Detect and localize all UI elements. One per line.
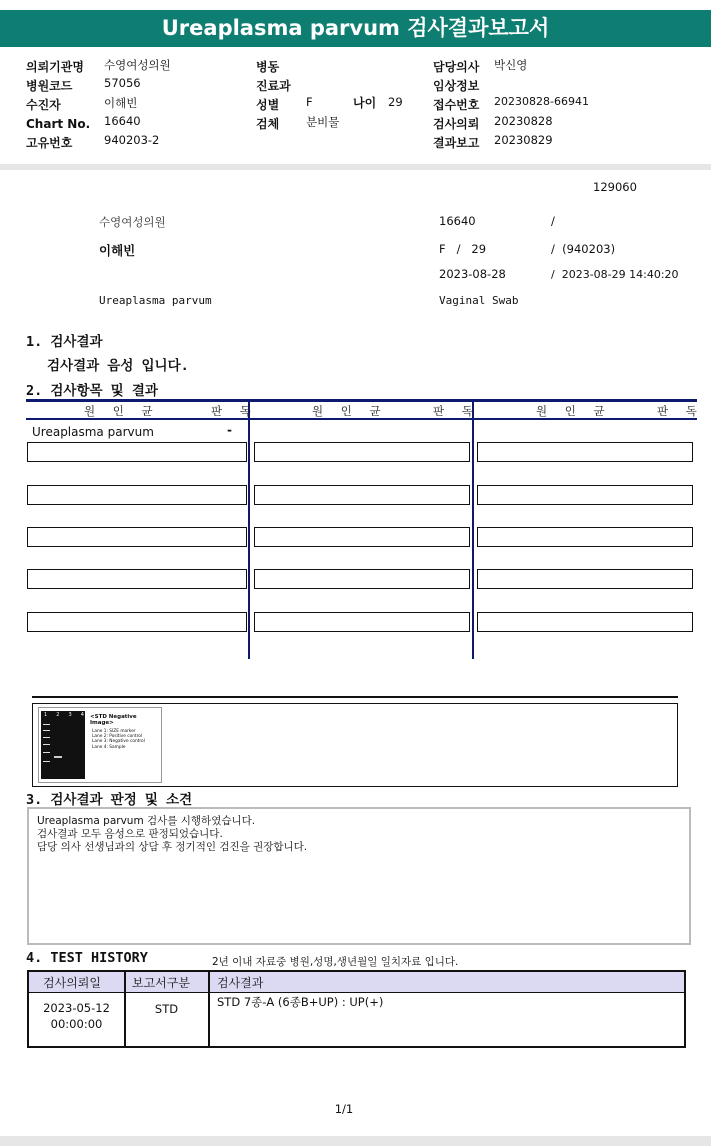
gel-lane-numbers <box>44 712 84 718</box>
history-col-date: 검사의뢰일 <box>43 976 101 990</box>
result-box <box>27 527 247 547</box>
summary-date-report: / 2023-08-29 14:40:20 <box>551 268 679 281</box>
gel-lane-number: 4 <box>80 712 84 718</box>
section-2-title: 2. 검사항목 및 결과 <box>26 383 158 399</box>
result-box <box>477 612 693 632</box>
label-unique-no: 고유번호 <box>26 136 73 150</box>
history-row-time: 00:00:00 <box>50 1017 103 1031</box>
result-organism: Ureaplasma parvum <box>32 425 154 439</box>
value-patient: 이해빈 <box>104 96 138 110</box>
value-unique-no: 940203-2 <box>104 133 160 147</box>
history-row-result: STD 7종-A (6종B+UP) : UP(+) <box>217 995 384 1009</box>
history-note: 2년 이내 자료중 병원,성명,생년월일 일치자료 입니다. <box>212 956 459 968</box>
value-report-date: 20230829 <box>494 133 553 147</box>
value-age: 29 <box>388 95 403 109</box>
gel-lane-number: 3 <box>68 712 72 718</box>
result-judgement: - <box>227 423 232 437</box>
col-judge-3: 판 독 <box>657 404 704 418</box>
result-box <box>27 442 247 462</box>
summary-test: Ureaplasma parvum <box>99 294 212 307</box>
gel-image <box>38 707 162 783</box>
result-box <box>254 485 470 505</box>
history-header-row <box>29 972 684 993</box>
history-col-divider <box>208 972 210 1046</box>
value-hospital-code: 57056 <box>104 76 141 90</box>
label-specimen: 검체 <box>256 117 280 131</box>
results-col-divider-1 <box>248 399 250 659</box>
gel-lane-number: 1 <box>44 712 48 718</box>
summary-specimen: Vaginal Swab <box>439 294 519 307</box>
result-box <box>27 569 247 589</box>
result-box <box>477 569 693 589</box>
section-1-result: 검사결과 음성 입니다. <box>47 358 189 374</box>
info-left <box>26 56 171 151</box>
section-4-title: 4. TEST HISTORY <box>26 950 148 966</box>
col-judge-1: 판 독 <box>211 404 258 418</box>
col-org-3: 원 인 균 <box>536 404 612 418</box>
history-col-type: 보고서구분 <box>132 976 190 990</box>
value-doctor: 박신영 <box>494 58 528 72</box>
summary-code: 129060 <box>593 180 637 194</box>
result-box <box>27 485 247 505</box>
gel-title: <STD Negative Image> <box>90 714 137 726</box>
result-box <box>254 442 470 462</box>
value-sex: F <box>306 95 313 109</box>
summary-date-request: 2023-08-28 <box>439 267 506 281</box>
result-box <box>254 527 470 547</box>
result-box <box>477 442 693 462</box>
result-box <box>477 527 693 547</box>
summary-birth: / (940203) <box>551 242 616 256</box>
history-row-type: STD <box>154 1002 179 1016</box>
value-receipt-no: 20230828-66941 <box>494 95 589 108</box>
results-table-top-border <box>26 399 697 402</box>
col-judge-2: 판 독 <box>433 404 480 418</box>
gel-legend-line: Lane 4: Sample <box>92 744 126 750</box>
label-ward: 병동 <box>256 60 280 74</box>
summary-patient: 이해빈 <box>99 243 136 258</box>
report-title: Ureaplasma parvum 검사결과보고서 <box>0 10 711 47</box>
label-hospital-code: 병원코드 <box>26 79 73 93</box>
gel-lane-number: 2 <box>56 712 60 718</box>
summary-slash: / <box>551 214 555 228</box>
history-table <box>27 970 686 1048</box>
col-org-2: 원 인 균 <box>312 404 388 418</box>
page-number: 1/1 <box>334 1102 354 1116</box>
col-org-1: 원 인 균 <box>84 404 160 418</box>
image-separator <box>32 696 678 698</box>
info-right <box>433 56 589 151</box>
opinion-line: Ureaplasma parvum 검사를 시행하였습니다. <box>37 815 256 827</box>
value-chart-no: 16640 <box>104 114 141 128</box>
label-patient: 수진자 <box>26 98 61 112</box>
label-clinical-info: 임상정보 <box>433 79 480 93</box>
label-report-date: 결과보고 <box>433 136 480 150</box>
value-request-date: 20230828 <box>494 114 553 128</box>
result-box <box>477 485 693 505</box>
footer-bar <box>0 1136 711 1146</box>
summary-sex-age: F / 29 <box>439 242 487 256</box>
summary-hospital: 수영여성의원 <box>99 215 166 229</box>
gel-legend-line: Lane 2: Positive control <box>92 734 143 740</box>
value-specimen: 분비물 <box>306 115 340 129</box>
label-age: 나이 <box>353 96 377 110</box>
label-requester: 의뢰기관명 <box>26 60 84 74</box>
summary-chart: 16640 <box>439 214 476 228</box>
history-col-result: 검사결과 <box>217 976 264 990</box>
gel-photo <box>41 711 85 779</box>
section-3-title: 3. 검사결과 판정 및 소견 <box>26 792 193 808</box>
history-row-date: 2023-05-12 <box>43 1001 110 1015</box>
section-1-title: 1. 검사결과 <box>26 334 103 350</box>
header-divider <box>0 164 711 170</box>
label-sex: 성별 <box>256 98 280 112</box>
label-request-date: 검사의뢰 <box>433 117 480 131</box>
label-doctor: 담당의사 <box>433 60 480 74</box>
gel-legend-line: Lane 3: Negative control <box>92 739 145 745</box>
results-col-divider-2 <box>472 399 474 659</box>
label-chart-no: Chart No. <box>26 117 91 131</box>
opinion-line: 담당 의사 선생님과의 상담 후 정기적인 검진을 권장합니다. <box>37 841 308 853</box>
opinion-box <box>27 807 691 945</box>
result-box <box>254 612 470 632</box>
info-mid <box>256 56 416 132</box>
result-box <box>254 569 470 589</box>
label-department: 진료과 <box>256 79 291 93</box>
opinion-line: 검사결과 모두 음성으로 판정되었습니다. <box>37 828 223 840</box>
value-requester: 수영여성의원 <box>104 58 171 72</box>
result-box <box>27 612 247 632</box>
gel-legend-line: Lane 1: SIZE marker <box>92 729 136 734</box>
label-receipt-no: 접수번호 <box>433 98 480 112</box>
gel-legend <box>92 729 145 750</box>
